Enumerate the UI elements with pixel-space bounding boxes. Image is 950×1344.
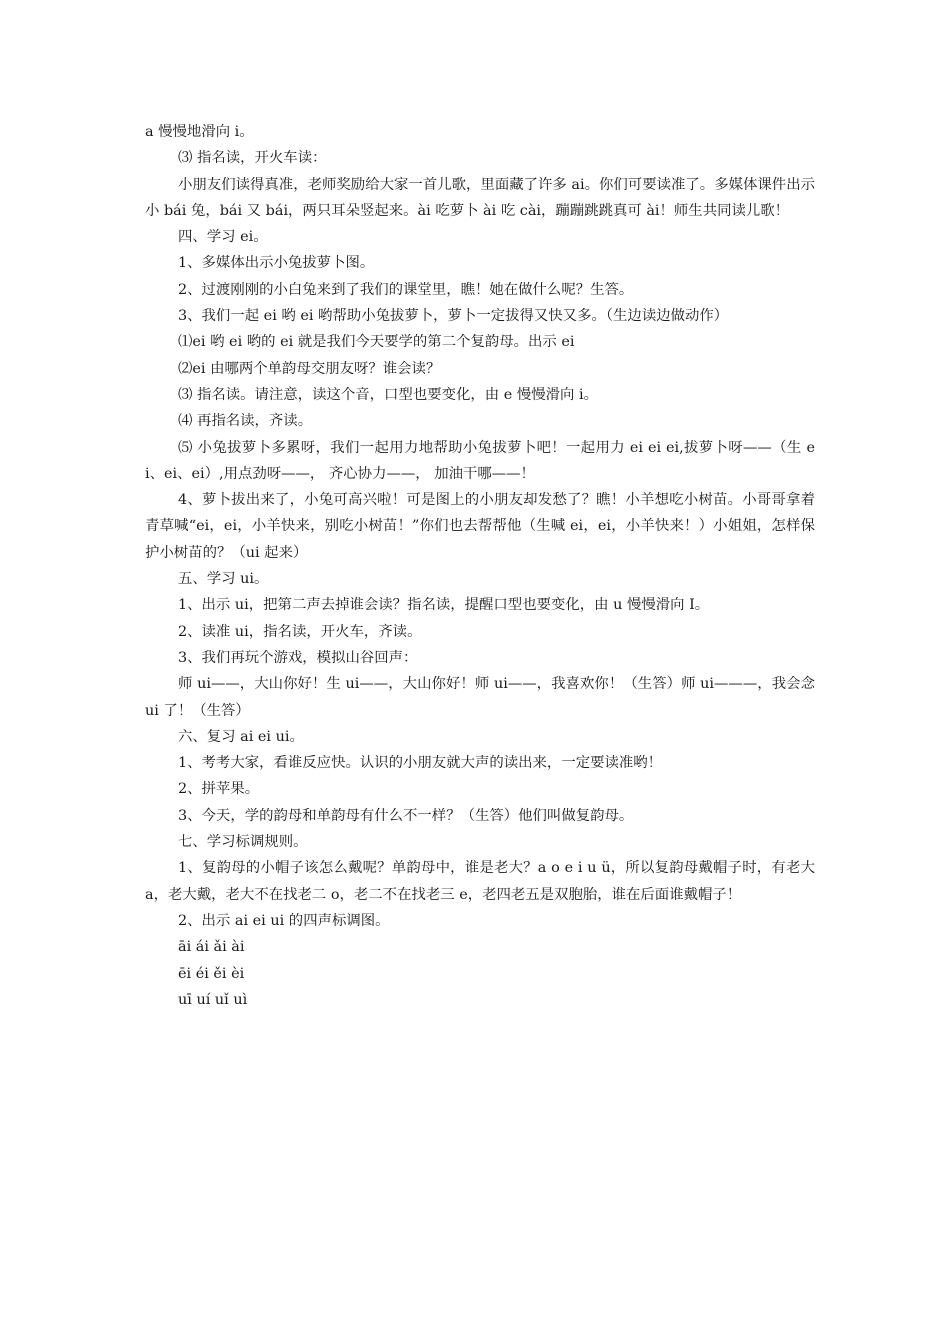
paragraph: 1、复韵母的小帽子该怎么戴呢？单韵母中，谁是老大？a o e i u ü，所以复韵母戴帽子时，有老大 a，老大戴，老大不在找老二 o，老二不在找老三 e，老四老五是双胞胎，谁在后面谁戴帽子！: [145, 860, 815, 903]
paragraph: ⑷ 再指名读，齐读。: [178, 413, 313, 430]
paragraph: 师 ui——，大山你好！生 ui——，大山你好！师 ui——，我喜欢你！（生答）师 ui———，我会念 ui 了！（生答）: [145, 676, 815, 719]
paragraph: a 慢慢地滑向 i。: [145, 124, 254, 140]
paragraph: uī uí uǐ uì: [178, 991, 248, 1008]
paragraph: 3、我们一起 ei 哟 ei 哟帮助小兔拔萝卜，萝卜一定拔得又快又多。（生边读边做动作）: [178, 308, 729, 325]
paragraph: 小朋友们读得真准，老师奖励给大家一首儿歌，里面藏了许多 ai。你们可要读准了。多媒体课件出示 小 bái 兔，bái 又 bái，两只耳朵竖起来。ài 吃萝卜 ài 吃 cài，蹦蹦跳跳真可 ài！师生共同读儿歌！: [145, 176, 815, 219]
paragraph: 1、考考大家，看谁反应快。认识的小朋友就大声的读出来，一定要读准哟！: [178, 755, 663, 772]
paragraph: 2、过渡刚刚的小白兔来到了我们的课堂里，瞧！她在做什么呢？生答。: [178, 281, 634, 298]
paragraph: ⑴ei 哟 ei 哟的 ei 就是我们今天要学的第二个复韵母。出示 ei: [178, 334, 575, 351]
paragraph: 2、读准 ui，指名读，开火车，齐读。: [178, 623, 422, 640]
paragraph: 六、复习 ai ei ui。: [178, 728, 304, 745]
paragraph: 四、学习 ei。: [178, 229, 268, 246]
paragraph: ⑶ 指名读，开火车读：: [178, 150, 327, 167]
paragraph: 3、我们再玩个游戏，模拟山谷回声：: [178, 649, 418, 666]
paragraph: ēi éi ěi èi: [178, 965, 245, 982]
document-body: [145, 119, 815, 1013]
paragraph: 2、出示 ai ei ui 的四声标调图。: [178, 912, 390, 929]
paragraph: 4、萝卜拔出来了，小兔可高兴啦！可是图上的小朋友却发愁了？瞧！小羊想吃小树苗。小哥哥拿着青草喊“ei，ei，小羊快来，别吃小树苗！”你们也去帮帮他（生喊 ei，ei，小羊快来！）小姐姐，怎样保护小树苗的？（ui 起来）: [145, 492, 815, 561]
paragraph: 五、学习 ui。: [178, 571, 269, 588]
paragraph: 1、多媒体出示小兔拔萝卜图。: [178, 255, 375, 272]
paragraph: 1、出示 ui，把第二声去掉谁会读？指名读，提醒口型也要变化，由 u 慢慢滑向 I。: [178, 597, 710, 614]
paragraph: 3、今天，学的韵母和单韵母有什么不一样？（生答）他们叫做复韵母。: [178, 807, 634, 824]
paragraph: 2、拼苹果。: [178, 781, 260, 798]
paragraph: ⑶ 指名读。请注意，读这个音，口型也要变化，由 e 慢慢滑向 i。: [178, 386, 598, 403]
paragraph: ⑵ei 由哪两个单韵母交朋友呀？谁会读？: [178, 360, 441, 377]
paragraph: āi ái ǎi ài: [178, 939, 245, 956]
paragraph: 七、学习标调规则。: [178, 834, 308, 851]
paragraph: ⑸ 小兔拔萝卜多累呀，我们一起用力地帮助小兔拔萝卜吧！一起用力 ei ei ei,拔萝卜呀——（生 ei、ei、ei）,用点劲呀——， 齐心协力——， 加油干哪——！: [145, 439, 815, 482]
